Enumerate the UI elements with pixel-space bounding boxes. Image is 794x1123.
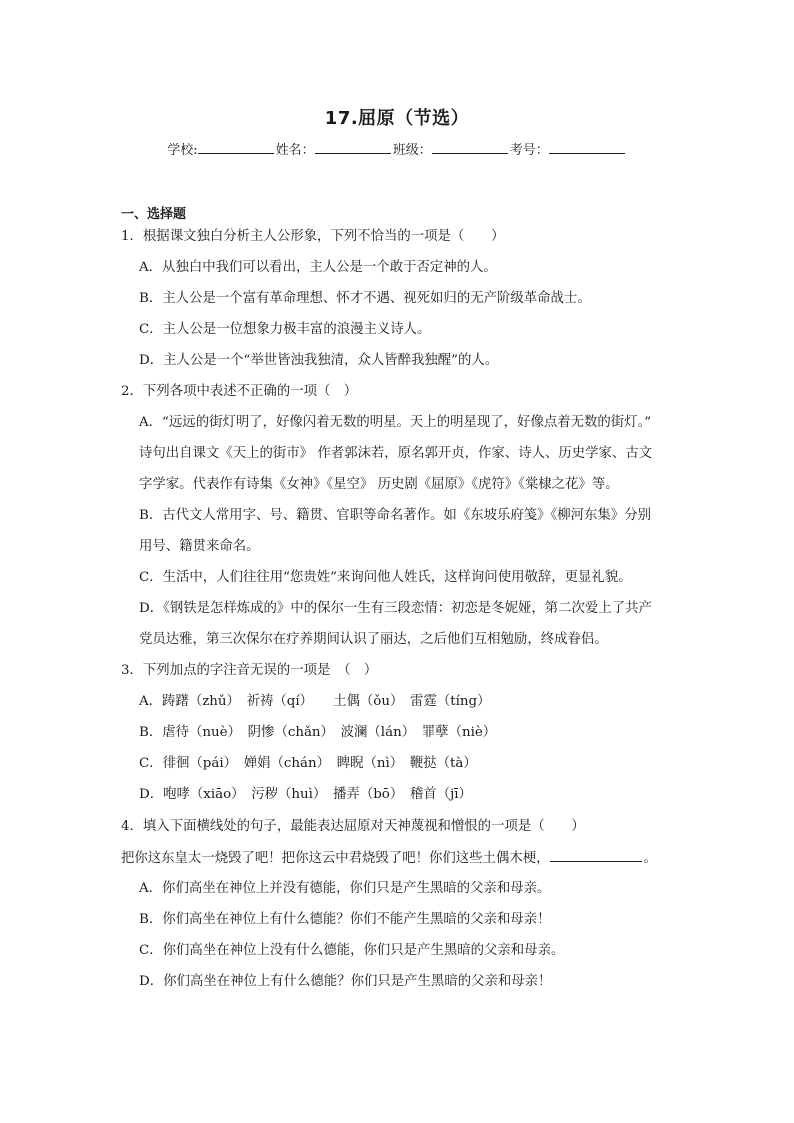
name-blank[interactable] <box>315 141 391 154</box>
q3-stem: 3．下列加点的字注音无误的一项是 （ ） <box>121 663 378 678</box>
class-label: 班级： <box>392 143 432 158</box>
school-label: 学校: <box>167 143 198 158</box>
class-blank[interactable] <box>432 141 508 154</box>
q3-option-c[interactable]: C．徘徊（pái） 婵娟（chán） 睥睨（nì） 鞭挞（tà） <box>139 756 477 771</box>
name-label: 姓名： <box>275 143 315 158</box>
q2-option-a[interactable]: A．“远远的街灯明了，好像闪着无数的明星。天上的明星现了，好像点着无数的街灯。” <box>139 415 652 430</box>
q1-option-a[interactable]: A．从独白中我们可以看出，主人公是一个敢于否定神的人。 <box>139 260 497 275</box>
q4-option-c[interactable]: C．你们高坐在神位上没有什么德能，你们只是产生黑暗的父亲和母亲。 <box>139 943 565 958</box>
student-info-line <box>0 139 794 158</box>
q4-option-d[interactable]: D．你们高坐在神位上有什么德能？你们只是产生黑暗的父亲和母亲！ <box>139 974 552 989</box>
q1-option-b[interactable]: B．主人公是一个富有革命理想、怀才不遇、视死如归的无产阶级革命战士。 <box>139 291 591 306</box>
q3-option-a[interactable]: A．踌躇（zhǔ） 祈祷（qí） 土偶（ǒu） 雷霆（tíng） <box>139 694 491 709</box>
page-title: 17.屈原（节选） <box>324 108 470 129</box>
q1-option-c[interactable]: C．主人公是一位想象力极丰富的浪漫主义诗人。 <box>139 322 431 337</box>
q4-option-a[interactable]: A．你们高坐在神位上并没有德能，你们只是产生黑暗的父亲和母亲。 <box>139 881 551 896</box>
q3-option-d[interactable]: D．咆哮（xiāo） 污秽（huì） 播弄（bō） 稽首（jī） <box>139 787 472 802</box>
q4-passage-text: 把你这东皇太一烧毁了吧！把你这云中君烧毁了吧！你们这些土偶木梗， <box>121 851 550 866</box>
q3-option-b[interactable]: B．虐待（nuè） 阴惨（chǎn） 波澜（lán） 罪孽（niè） <box>139 725 497 740</box>
section-title: 一、选择题 <box>121 207 187 222</box>
q2-option-c[interactable]: C．生活中，人们往往用“您贵姓”来询问他人姓氏，这样询问使用敬辞，更显礼貌。 <box>139 570 632 585</box>
q2-option-d[interactable]: D．《钢铁是怎样炼成的》中的保尔一生有三段恋情：初恋是冬妮娅，第二次爱上了共产 <box>139 601 652 616</box>
q4-option-b[interactable]: B．你们高坐在神位上有什么德能？你们不能产生黑暗的父亲和母亲！ <box>139 912 551 927</box>
q2-option-b[interactable]: B．古代文人常用字、号、籍贯、官职等命名著作。如《东坡乐府笺》《柳河东集》分别 <box>139 508 651 523</box>
q2-option-a-cont-1: 诗句出自课文《天上的街市》 作者郭沫若，原名郭开贞，作家、诗人、历史学家、古文 <box>139 446 653 461</box>
q4-passage-end: 。 <box>643 851 657 866</box>
q2-option-a-cont-2: 字学家。代表作有诗集《女神》《星空》 历史剧《屈原》《虎符》《棠棣之花》等。 <box>139 477 619 492</box>
q4-passage <box>121 849 657 868</box>
school-blank[interactable] <box>198 141 274 154</box>
q2-stem: 2．下列各项中表述不正确的一项（ ） <box>121 384 358 399</box>
number-blank[interactable] <box>549 141 625 154</box>
q4-answer-blank[interactable] <box>550 849 642 862</box>
q1-option-d[interactable]: D．主人公是一个“举世皆浊我独清，众人皆醉我独醒”的人。 <box>139 353 499 368</box>
q1-stem: 1．根据课文独白分析主人公形象，下列不恰当的一项是（ ） <box>121 229 505 244</box>
q2-option-b-cont: 用号、籍贯来命名。 <box>139 539 260 554</box>
q2-option-d-cont: 党员达雅，第三次保尔在疗养期间认识了丽达，之后他们互相勉励，终成眷侣。 <box>139 632 608 647</box>
number-label: 考号： <box>509 143 549 158</box>
q4-stem: 4．填入下面横线处的句子，最能表达屈原对天神蔑视和憎恨的一项是（ ） <box>121 819 585 834</box>
